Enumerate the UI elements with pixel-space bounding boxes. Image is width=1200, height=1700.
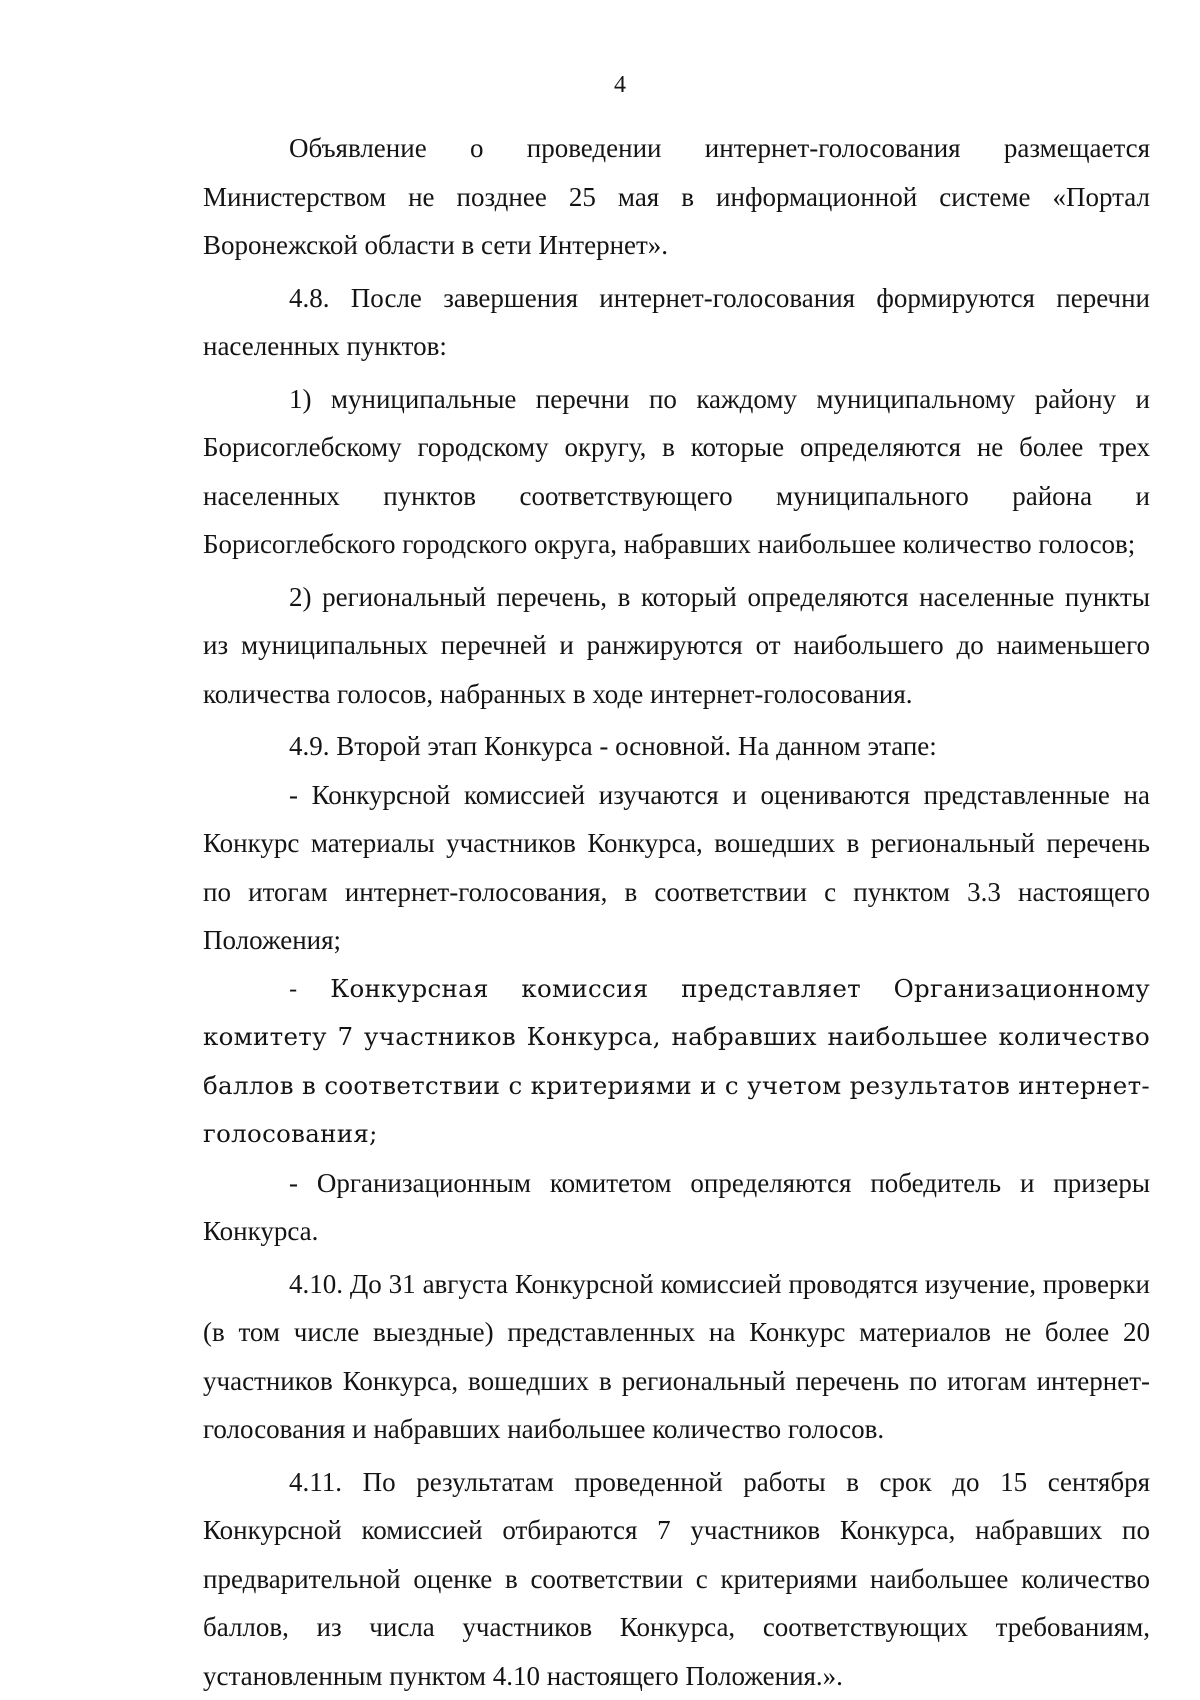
paragraph-4-10: 4.10. До 31 августа Конкурсной комиссией проводятся изучение, проверки (в том числе выездные) представленных на Конкурс материалов не более 20 участников Конкурса, вошедших в региональный перечень по итогам интернет-голосования и набравших наибольшее количество голосов.	[203, 1260, 1150, 1454]
paragraph-winners: - Организационным комитетом определяются победитель и призеры Конкурса.	[203, 1159, 1150, 1256]
paragraph-municipal-lists: 1) муниципальные перечни по каждому муниципальному району и Борисоглебскому городскому округу, в которые определяются не более трех населенных пунктов соответствующего муниципального района и Борисоглебского городского округа, набравших наибольшее количество голосов;	[203, 375, 1150, 569]
document-body	[203, 124, 1150, 1700]
paragraph-commission-review: - Конкурсной комиссией изучаются и оцениваются представленные на Конкурс материалы участников Конкурса, вошедших в региональный перечень по итогам интернет-голосования, в соответствии с пунктом 3.3 настоящего Положения;	[203, 771, 1150, 965]
paragraph-4-9: 4.9. Второй этап Конкурса - основной. На данном этапе:	[203, 722, 1150, 771]
paragraph-4-8: 4.8. После завершения интернет-голосования формируются перечни населенных пунктов:	[203, 274, 1150, 371]
page-number: 4	[0, 72, 1200, 99]
paragraph-announcement: Объявление о проведении интернет-голосования размещается Министерством не позднее 25 мая в информационной системе «Портал Воронежской области в сети Интернет».	[203, 124, 1150, 270]
paragraph-commission-presents: - Конкурсная комиссия представляет Организационному комитету 7 участников Конкурса, набравших наибольшее количество баллов в соответствии с критериями и с учетом результатов интернет-голосования;	[203, 965, 1150, 1159]
paragraph-regional-list: 2) региональный перечень, в который определяются населенные пункты из муниципальных перечней и ранжируются от наибольшего до наименьшего количества голосов, набранных в ходе интернет-голосования.	[203, 573, 1150, 719]
paragraph-4-11: 4.11. По результатам проведенной работы в срок до 15 сентября Конкурсной комиссией отбираются 7 участников Конкурса, набравших по предварительной оценке в соответствии с критериями наибольшее количество баллов, из числа участников Конкурса, соответствующих требованиям, установленным пунктом 4.10 настоящего Положения.».	[203, 1458, 1150, 1700]
